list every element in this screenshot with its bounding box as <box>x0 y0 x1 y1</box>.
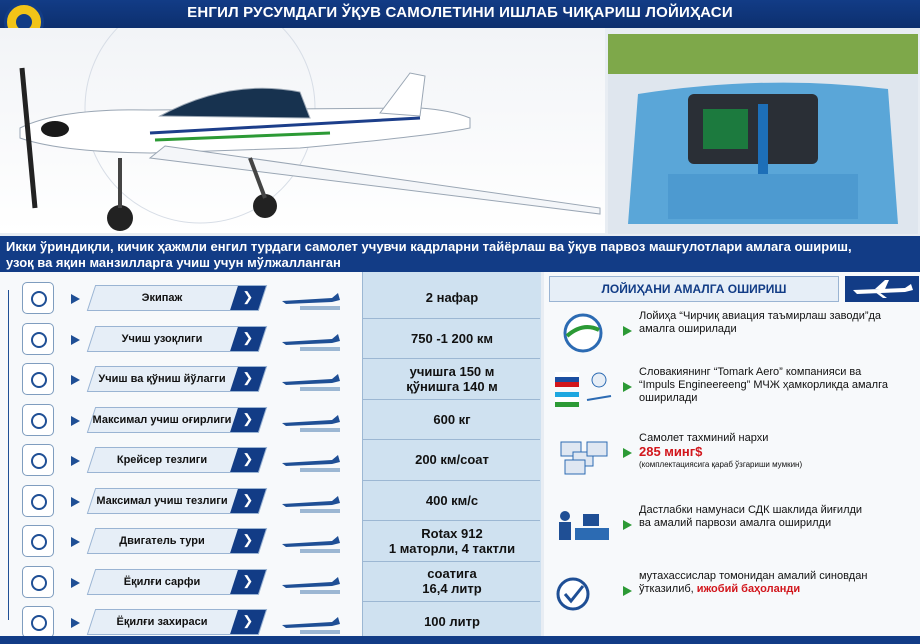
arrow-icon <box>71 618 80 628</box>
bullet-triangle-icon <box>623 448 632 458</box>
chevron-right-icon <box>230 570 266 594</box>
spec-value <box>364 318 540 359</box>
arrow-icon <box>71 416 80 426</box>
spec-label-box <box>87 366 267 392</box>
spec-value-line: соатига <box>427 566 477 581</box>
spec-illustration <box>272 405 354 435</box>
row-divider <box>362 318 540 319</box>
spec-label: Экипаж <box>141 291 183 304</box>
project-item <box>549 428 919 482</box>
aircraft-illustration <box>0 28 605 233</box>
project-heading-box <box>549 276 839 302</box>
project-item <box>549 500 919 554</box>
chevron-right-icon <box>230 529 266 553</box>
spec-row <box>0 358 540 399</box>
spec-value <box>364 277 540 318</box>
bullet-triangle-icon <box>623 586 632 596</box>
aircraft-image <box>0 28 605 233</box>
arrow-icon <box>71 294 80 304</box>
crew-icon <box>22 282 54 314</box>
speed-icon <box>22 444 54 476</box>
footer-bar <box>0 636 920 644</box>
arrow-icon <box>71 375 80 385</box>
row-divider <box>362 480 540 481</box>
assembly-icon <box>553 506 615 548</box>
spec-label-box <box>87 569 267 595</box>
row-divider <box>362 561 540 562</box>
description-line-1: Икки ўриндиқли, кичик ҳажмли енгил турдаги самолет учувчи кадрларни тайёрлаш ва ўқув парвоз машғулотлари амлага ошириш, <box>6 239 852 254</box>
row-divider <box>362 358 540 359</box>
spec-label-box <box>87 447 267 473</box>
engine-icon <box>22 525 54 557</box>
spec-row <box>0 561 540 602</box>
spec-illustration <box>272 486 354 516</box>
fuel-reserve-icon <box>22 606 54 638</box>
price-note: (комплектациясига қараб ўзгариши мумкин) <box>639 460 803 469</box>
chevron-right-icon <box>230 489 266 513</box>
spec-value <box>364 358 540 399</box>
spec-illustration <box>272 567 354 597</box>
row-divider <box>362 439 540 440</box>
spec-value-line: 16,4 литр <box>422 581 482 596</box>
chevron-right-icon <box>230 610 266 634</box>
spec-row <box>0 439 540 480</box>
project-item-text: амалга оширилади <box>639 323 737 335</box>
spec-row <box>0 480 540 521</box>
project-item-text: Словакиянинг “Tomark Aero” компанияси ва <box>639 366 862 378</box>
stopwatch-icon <box>22 363 54 395</box>
spec-label: Максимал учиш оғирлиги <box>92 413 232 425</box>
arrow-icon <box>71 537 80 547</box>
spec-label: Ёқилғи сарфи <box>123 575 201 587</box>
spec-illustration <box>272 283 354 313</box>
price-value: 285 минг$ <box>639 444 703 459</box>
spec-label: Учиш узоқлиги <box>121 332 203 344</box>
page-title: ЕНГИЛ РУСУМДАГИ ЎҚУВ САМОЛЕТИНИ ИШЛАБ ЧИҚАРИШ ЛОЙИҲАСИ <box>187 4 733 21</box>
project-item-text: “Impuls Engineereeng” МЧЖ ҳамкорликда амалга <box>639 379 888 391</box>
spec-illustration <box>272 324 354 354</box>
spec-label: Двигатель тури <box>119 534 205 547</box>
cockpit-illustration <box>608 34 918 234</box>
spec-label-box <box>87 407 267 433</box>
spec-value-line: 2 нафар <box>425 290 479 305</box>
spec-value-line: қўнишга 140 м <box>406 378 498 394</box>
spec-value-line: Rotax 912 <box>421 525 483 541</box>
row-divider <box>362 520 540 521</box>
description-line-2: узоқ ва яқин манзилларга учиш учун мўлжалланган <box>6 255 341 270</box>
project-item-text: оширилади <box>639 392 698 404</box>
spec-value <box>364 439 540 480</box>
check-icon <box>553 572 615 614</box>
bullet-triangle-icon <box>623 326 632 336</box>
gauge-icon <box>22 485 54 517</box>
project-item-text: мутахассислар томонидан амалий синовдан <box>639 570 868 582</box>
spec-label: Максимал учиш тезлиги <box>96 494 228 506</box>
spec-illustration <box>272 526 354 556</box>
project-heading: ЛОЙИҲАНИ АМАЛГА ОШИРИШ <box>601 282 787 296</box>
route-icon <box>22 323 54 355</box>
spec-illustration <box>272 364 354 394</box>
spec-row <box>0 277 540 318</box>
spec-label-box <box>87 609 267 635</box>
money-icon <box>553 434 615 476</box>
chevron-right-icon <box>230 327 266 351</box>
fuel-consumption-icon <box>22 566 54 598</box>
spec-value-line: 200 км/соат <box>415 452 489 467</box>
spec-illustration <box>272 607 354 637</box>
row-divider <box>362 399 540 400</box>
weight-icon <box>22 404 54 436</box>
project-item-text: ўтказилиб, <box>639 583 694 595</box>
bullet-triangle-icon <box>623 382 632 392</box>
spec-value <box>364 561 540 602</box>
spec-value-line: 100 литр <box>424 614 480 629</box>
description-banner <box>0 236 920 272</box>
spec-value <box>364 480 540 521</box>
spec-row <box>0 318 540 359</box>
spec-label-box <box>87 528 267 554</box>
spec-value-line: 1 маторли, 4 тактли <box>388 540 516 556</box>
spec-row <box>0 399 540 440</box>
project-item <box>549 362 919 416</box>
project-item <box>549 306 919 360</box>
project-item-text: Лойиҳа “Чирчиқ авиация таъмирлаш заводи”да <box>639 310 882 322</box>
spec-value-line: 600 кг <box>433 411 471 427</box>
arrow-icon <box>71 335 80 345</box>
spec-label-box <box>87 488 267 514</box>
spec-value-line: 400 км/с <box>425 492 479 508</box>
arrow-icon <box>71 497 80 507</box>
spec-row <box>0 520 540 561</box>
spec-label: Учиш ва қўниш йўлагги <box>98 372 226 385</box>
spec-value-line: учишга 150 м <box>409 363 495 379</box>
spec-value <box>364 399 540 440</box>
spec-label-box <box>87 326 267 352</box>
project-item-text: ва амалий парвози амалга оширилди <box>639 517 832 529</box>
chevron-right-icon <box>230 408 266 432</box>
bullet-triangle-icon <box>623 520 632 530</box>
spec-value <box>364 520 540 561</box>
project-item <box>549 566 919 620</box>
cockpit-photo <box>608 34 918 234</box>
spec-illustration <box>272 445 354 475</box>
row-divider <box>362 601 540 602</box>
flags-icon <box>553 368 615 410</box>
spec-label: Ёқилғи захираси <box>116 615 208 628</box>
chevron-right-icon <box>230 286 266 310</box>
plant-logo-icon <box>553 312 615 354</box>
project-item-text: Дастлабки намунаси СДК шаклида йиғилди <box>639 504 863 516</box>
small-plane-icon <box>845 276 919 302</box>
chevron-right-icon <box>230 367 266 391</box>
positive-evaluation-text: ижобий баҳоланди <box>696 583 801 595</box>
spec-value-line: 750 -1 200 км <box>411 330 493 346</box>
arrow-icon <box>71 456 80 466</box>
spec-label-box <box>87 285 267 311</box>
header-bar <box>0 0 920 28</box>
chevron-right-icon <box>230 448 266 472</box>
spec-label: Крейсер тезлиги <box>116 453 208 466</box>
arrow-icon <box>71 578 80 588</box>
project-item-text: Самолет тахминий нархи <box>639 432 769 444</box>
